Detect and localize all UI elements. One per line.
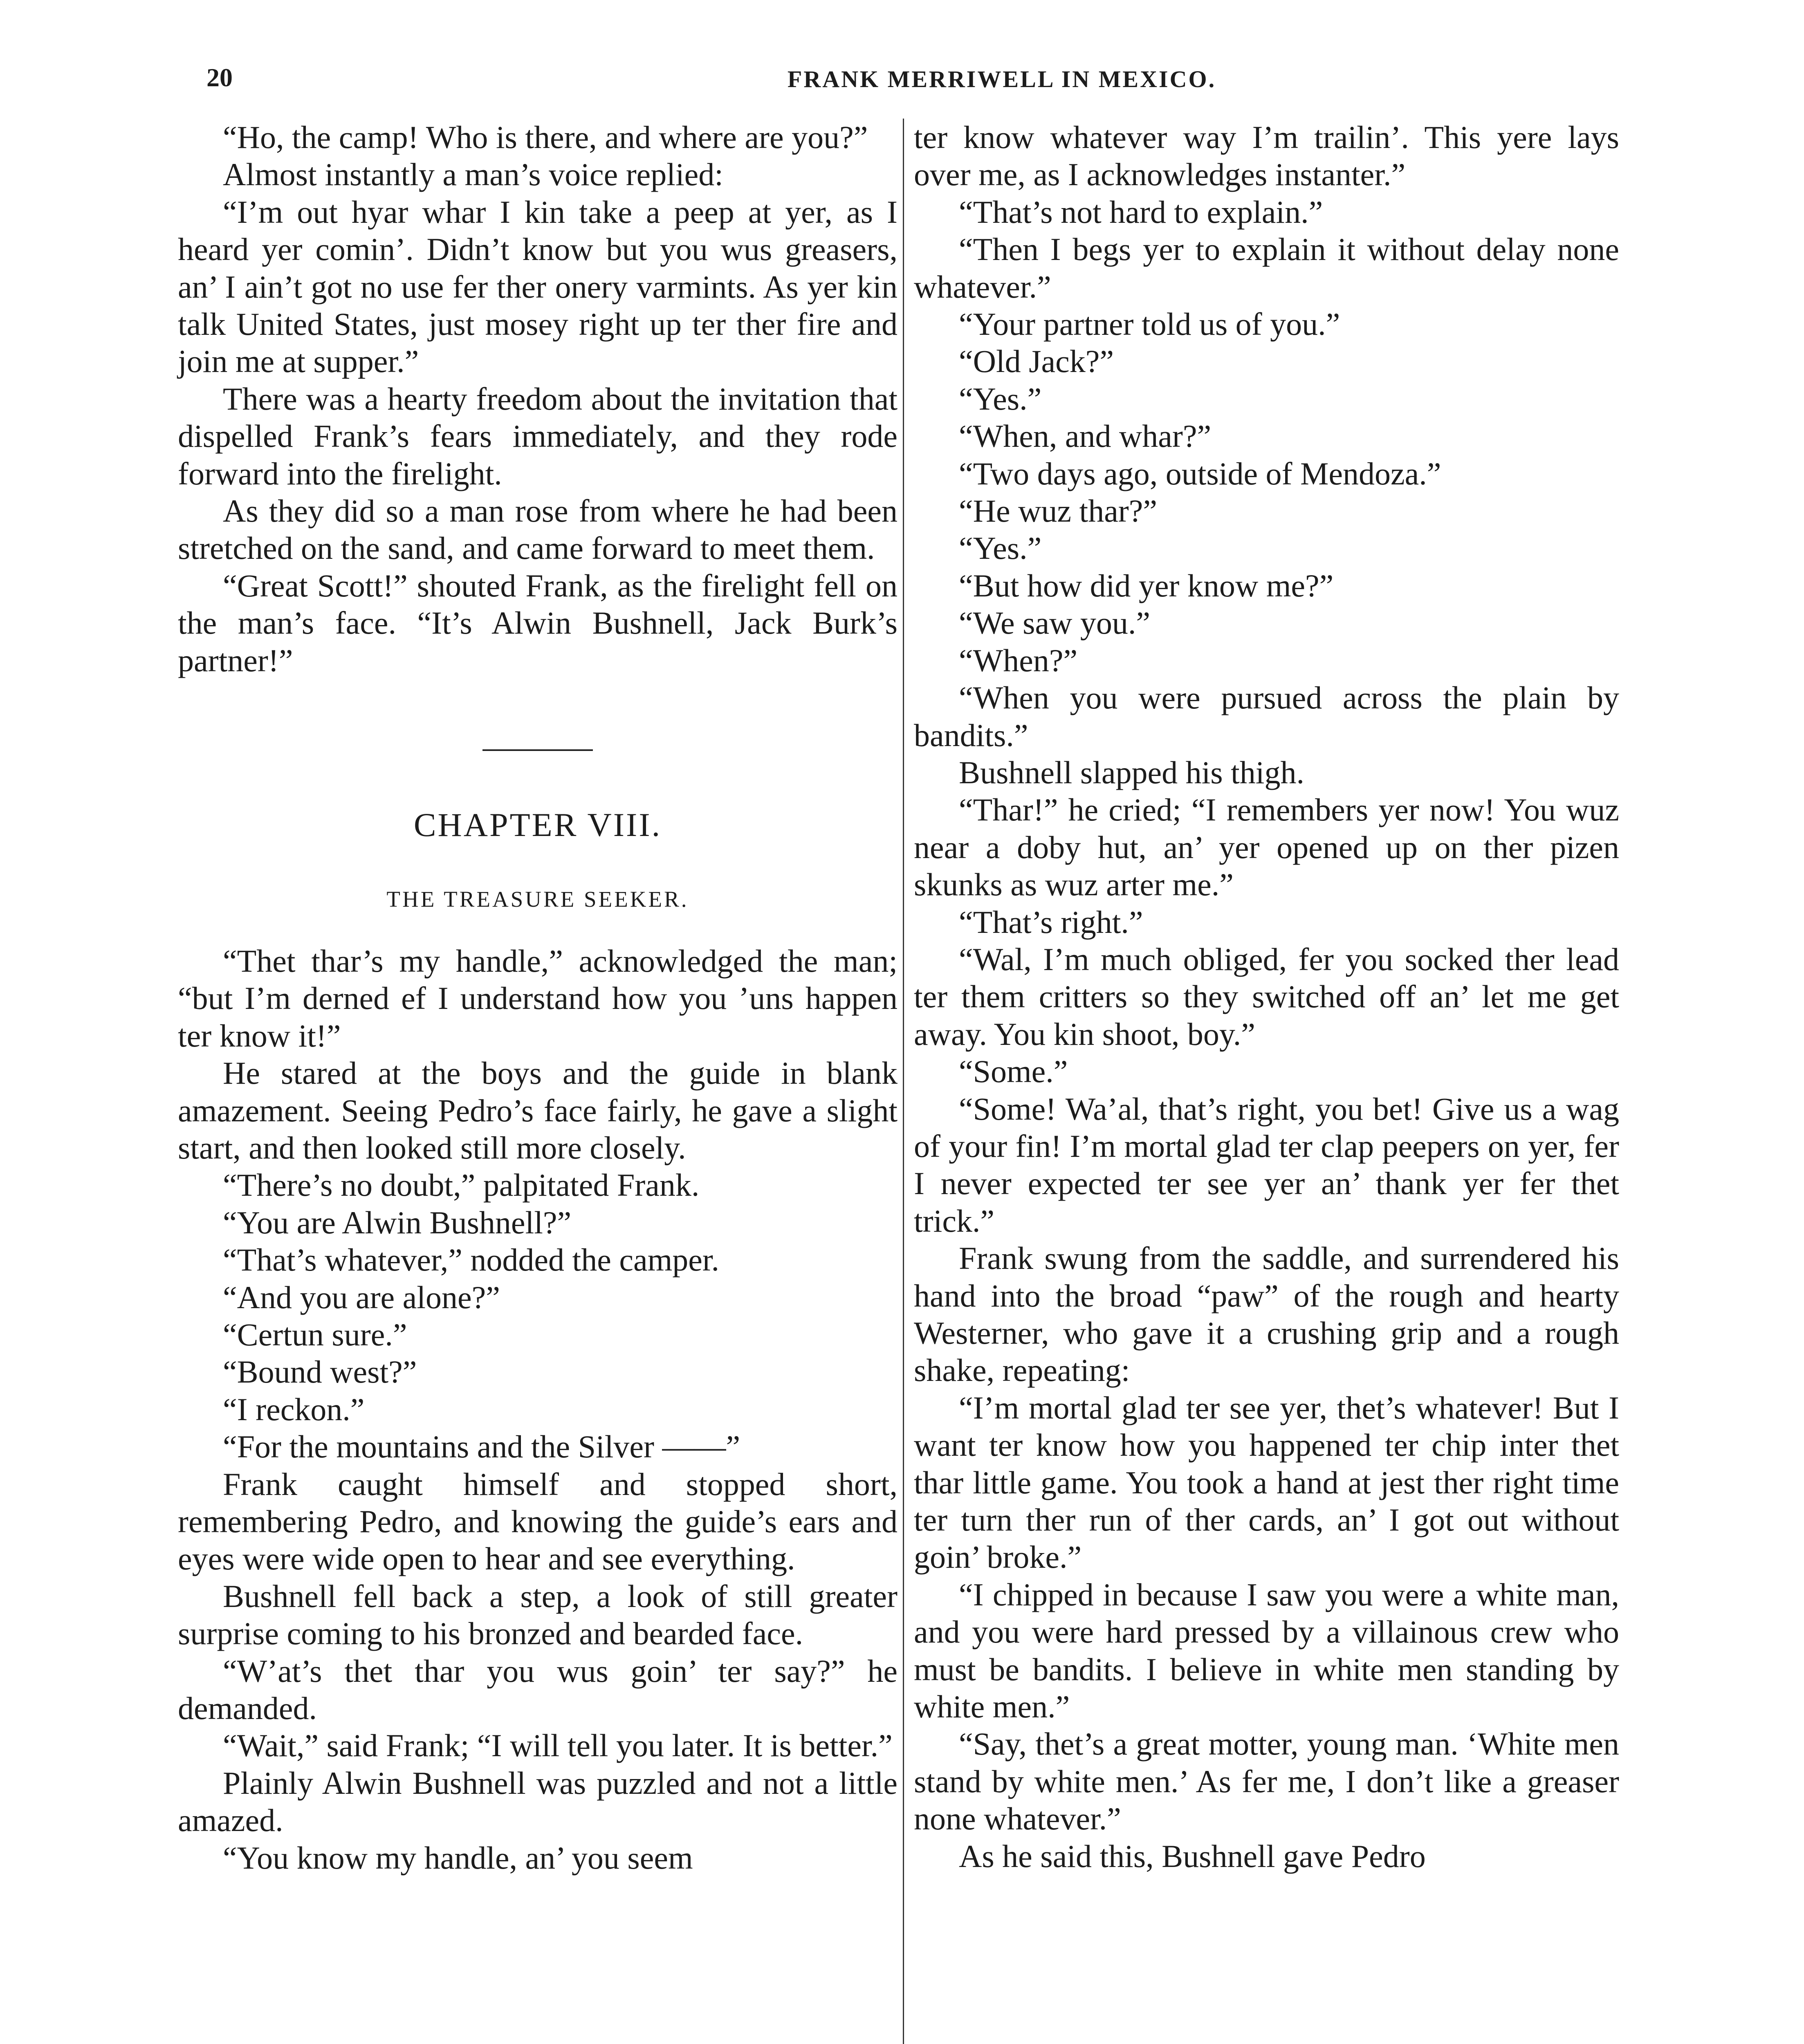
paragraph: Bushnell fell back a step, a look of still greater surprise coming to his bronzed and bearded face. <box>178 1578 898 1652</box>
paragraph: As they did so a man rose from where he had been stretched on the sand, and came forward to meet them. <box>178 493 898 566</box>
paragraph: “And you are alone?” <box>223 1279 500 1315</box>
chapter-subtitle: THE TREASURE SEEKER. <box>386 886 689 912</box>
paragraph: “I’m mortal glad ter see yer, thet’s whatever! But I want ter know how you happened ter chip inter thet thar little game. You took a hand at jest ther right time ter turn ther run of ther cards, an’ I got out without goin’ broke.” <box>914 1390 1619 1575</box>
paragraph: “Certun sure.” <box>223 1316 407 1352</box>
page-number: 20 <box>206 63 233 92</box>
paragraph: “Yes.” <box>959 381 1042 417</box>
paragraph: “Thar!” he cried; “I remembers yer now! You wuz near a doby hut, an’ yer opened up on ther pizen skunks as wuz arter me.” <box>914 792 1619 903</box>
chapter-title: CHAPTER VIII. <box>413 806 662 844</box>
paragraph: “He wuz thar?” <box>959 493 1158 529</box>
paragraph: “Then I begs yer to explain it without delay none whatever.” <box>914 231 1619 305</box>
paragraph: “I’m out hyar whar I kin take a peep at yer, as I heard yer comin’. Didn’t know but you wus greasers, an’ I ain’t got no use fer ther onery varmints. As yer kin talk United States, just mosey right up ter ther fire and join me at supper.” <box>178 194 898 379</box>
paragraph: “You know my handle, an’ you seem <box>223 1840 693 1876</box>
paragraph: “I reckon.” <box>223 1391 365 1427</box>
paragraph: “When?” <box>959 642 1078 678</box>
section-break-rule <box>482 749 593 751</box>
paragraph: Bushnell slapped his thigh. <box>959 754 1304 790</box>
right-column-text <box>914 119 1619 1875</box>
paragraph: “But how did yer know me?” <box>959 567 1334 603</box>
paragraph: “Thet thar’s my handle,” acknowledged the man; “but I’m derned ef I understand how you ’uns happen ter know it!” <box>178 943 898 1053</box>
right-column <box>914 119 1619 1875</box>
paragraph: “Wait,” said Frank; “I will tell you later. It is better.” <box>223 1728 893 1764</box>
paragraph: “Your partner told us of you.” <box>959 306 1340 342</box>
paragraph: “That’s right.” <box>959 904 1143 940</box>
paragraph: “I chipped in because I saw you were a white man, and you were hard pressed by a villainous crew who must be bandits. I believe in white men standing by white men.” <box>914 1576 1619 1725</box>
paragraph: Frank swung from the saddle, and surrendered his hand into the broad “paw” of the rough and hearty Westerner, who gave it a crushing grip and a rough shake, repeating: <box>914 1240 1619 1388</box>
left-column <box>178 119 898 1876</box>
paragraph: “For the mountains and the Silver ——” <box>223 1429 740 1465</box>
paragraph: He stared at the boys and the guide in blank amazement. Seeing Pedro’s face fairly, he gave a slight start, and then looked still more closely. <box>178 1055 898 1165</box>
paragraph: “You are Alwin Bushnell?” <box>223 1204 572 1240</box>
paragraph: “Some! Wa’al, that’s right, you bet! Give us a wag of your fin! I’m mortal glad ter clap peepers on yer, fer I never expected ter see yer an’ thank yer fer thet trick.” <box>914 1091 1619 1239</box>
paragraph: Almost instantly a man’s voice replied: <box>223 157 723 193</box>
paragraph: “Yes.” <box>959 530 1042 566</box>
paragraph: ter know whatever way I’m trailin’. This yere lays over me, as I acknowledges instanter.” <box>914 119 1619 193</box>
paragraph: “When you were pursued across the plain by bandits.” <box>914 680 1619 753</box>
left-column-top-text <box>178 119 898 679</box>
paragraph: “We saw you.” <box>959 605 1151 641</box>
running-title: FRANK MERRIWELL IN MEXICO. <box>787 66 1216 92</box>
paragraph: “That’s not hard to explain.” <box>959 194 1323 230</box>
paragraph: “Great Scott!” shouted Frank, as the firelight fell on the man’s face. “It’s Alwin Bushnell, Jack Burk’s partner!” <box>178 567 898 678</box>
paragraph: Plainly Alwin Bushnell was puzzled and not a little amazed. <box>178 1765 898 1838</box>
paragraph: “When, and whar?” <box>959 418 1212 454</box>
column-divider <box>903 119 904 2044</box>
paragraph: There was a hearty freedom about the invitation that dispelled Frank’s fears immediately, and they rode forward into the firelight. <box>178 381 898 491</box>
paragraph: “That’s whatever,” nodded the camper. <box>223 1242 720 1278</box>
paragraph: “Bound west?” <box>223 1354 417 1390</box>
paragraph: “Some.” <box>959 1053 1068 1089</box>
paragraph: “There’s no doubt,” palpitated Frank. <box>223 1167 700 1203</box>
paragraph: “Wal, I’m much obliged, fer you socked ther lead ter them critters so they switched off an’ let me get away. You kin shoot, boy.” <box>914 941 1619 1052</box>
paragraph: “Old Jack?” <box>959 343 1114 379</box>
paragraph: “Say, thet’s a great motter, young man. ‘White men stand by white men.’ As fer me, I don’t like a greaser none whatever.” <box>914 1726 1619 1837</box>
paragraph: “W’at’s thet thar you wus goin’ ter say?” he demanded. <box>178 1653 898 1726</box>
paragraph: “Ho, the camp! Who is there, and where are you?” <box>223 119 868 155</box>
left-column-bottom-text <box>178 942 898 1876</box>
paragraph: As he said this, Bushnell gave Pedro <box>959 1838 1426 1874</box>
paragraph: “Two days ago, outside of Mendoza.” <box>959 455 1441 491</box>
paragraph: Frank caught himself and stopped short, remembering Pedro, and knowing the guide’s ears and eyes were wide open to hear and see everything. <box>178 1466 898 1577</box>
